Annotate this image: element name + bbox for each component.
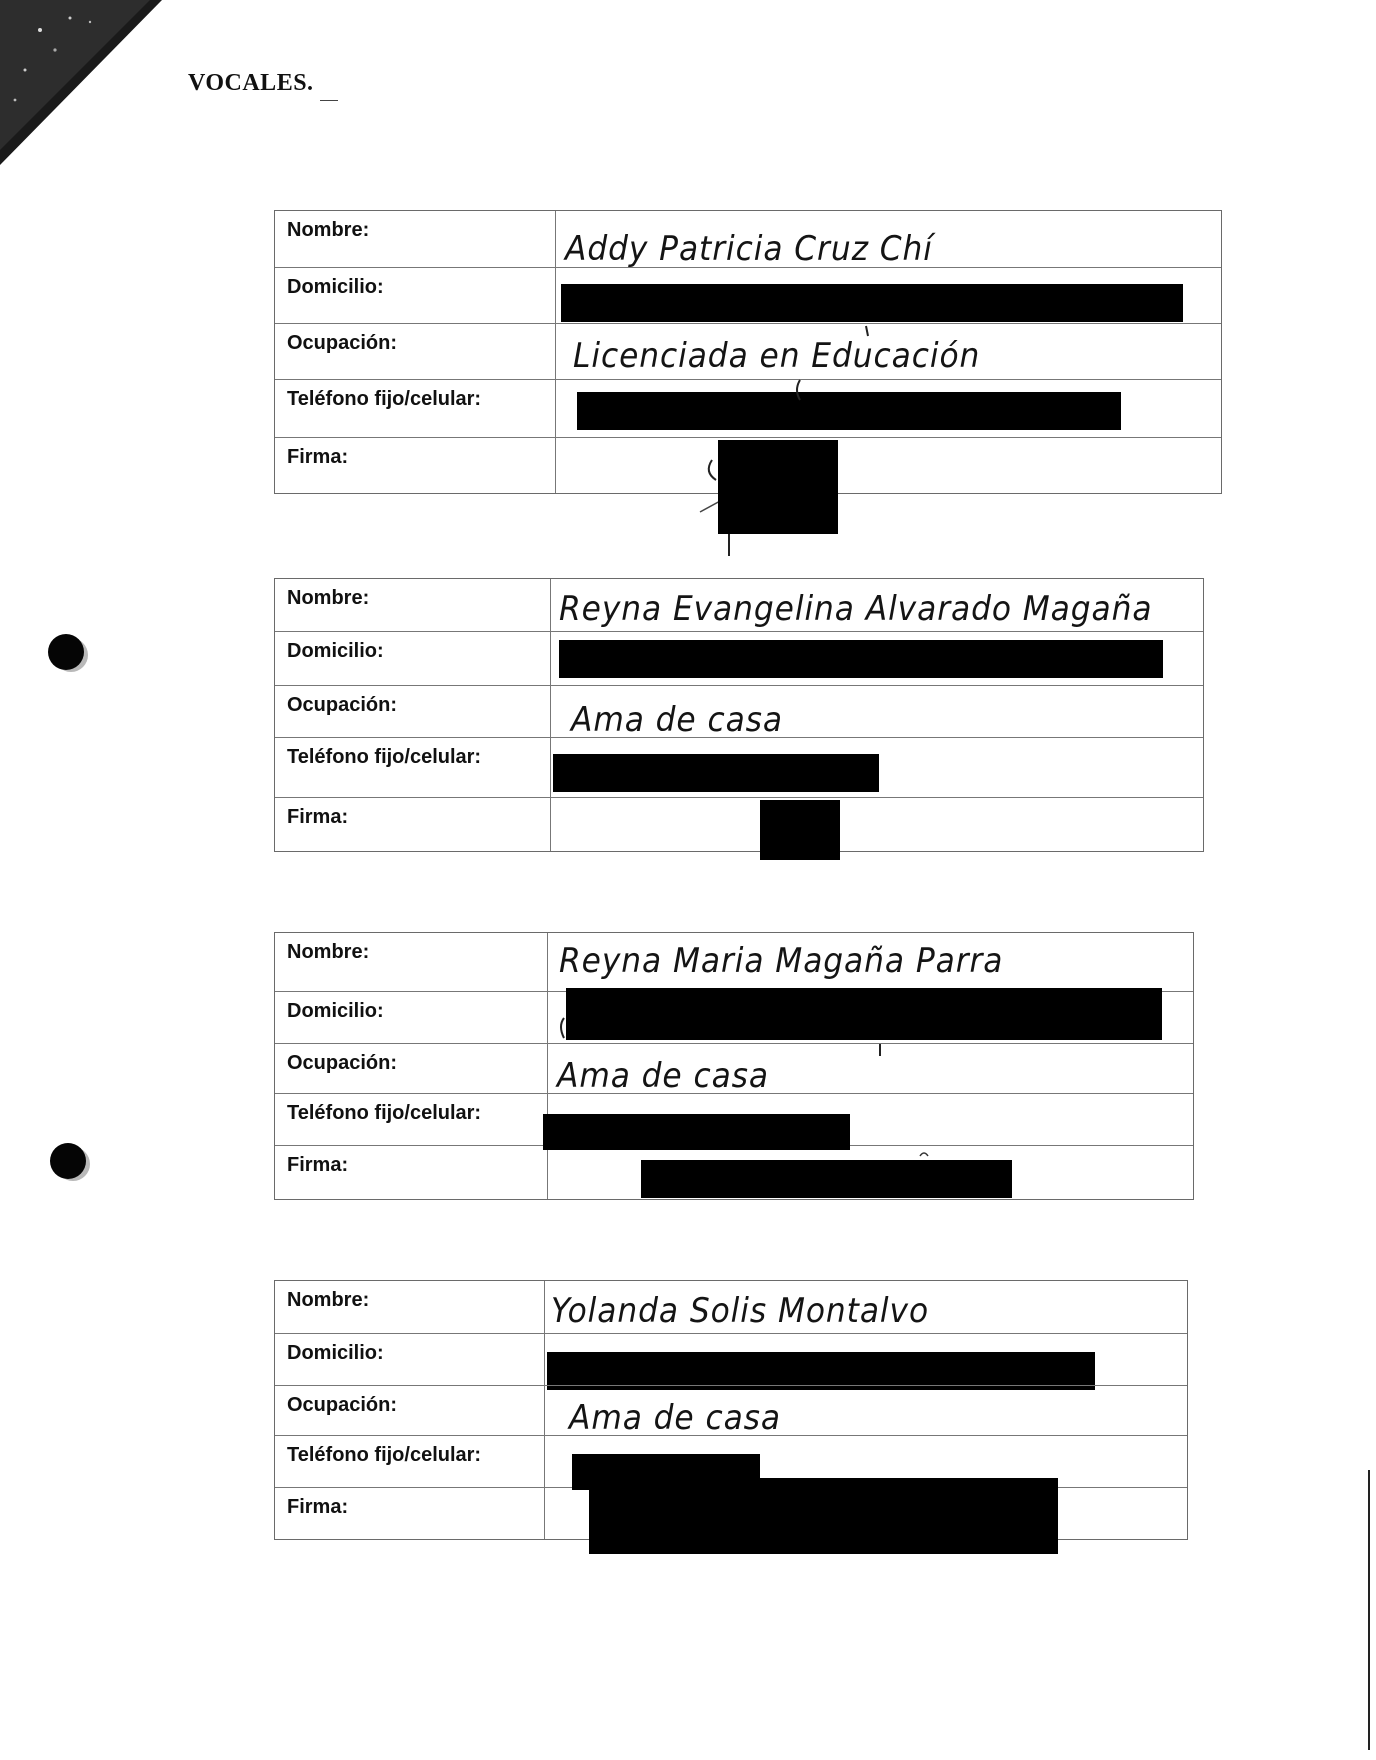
column-divider [544,1281,545,1539]
name-value: Reyna Evangelina Alvarado Magaña [559,589,1153,629]
row-occupation [275,1385,1187,1438]
address-label: Domicilio: [287,276,384,298]
occupation-label: Ocupación: [287,1394,398,1416]
phone-label: Teléfono fijo/celular: [287,1444,482,1466]
address-label: Domicilio: [287,1000,384,1022]
name-label: Nombre: [287,941,370,963]
name-value: Reyna Maria Magaña Parra [559,941,1004,981]
address-label: Domicilio: [287,1342,384,1364]
occupation-value: Licenciada en Educación [573,336,981,376]
occupation-value: Ama de casa [569,1398,781,1438]
name-label: Nombre: [287,587,370,609]
signature-label: Firma: [287,1154,349,1176]
signature-redaction-4 [589,1478,1058,1554]
name-label: Nombre: [287,219,370,241]
signature-label: Firma: [287,446,349,468]
phone-label: Teléfono fijo/celular: [287,388,482,410]
phone-label: Teléfono fijo/celular: [287,1102,482,1124]
occupation-value: Ama de casa [557,1056,769,1096]
name-value: Addy Patricia Cruz Chí [565,229,933,269]
row-phone [275,1435,1187,1466]
section-heading: VOCALES. [188,70,314,96]
name-value: Yolanda Solis Montalvo [551,1291,930,1331]
row-address [275,1333,1187,1364]
signature-label: Firma: [287,1496,349,1518]
occupation-label: Ocupación: [287,694,398,716]
signature-label: Firma: [287,806,349,828]
address-label: Domicilio: [287,640,384,662]
name-label: Nombre: [287,1289,370,1311]
occupation-value: Ama de casa [571,700,783,740]
phone-label: Teléfono fijo/celular: [287,746,482,768]
occupation-label: Ocupación: [287,1052,398,1074]
occupation-label: Ocupación: [287,332,398,354]
